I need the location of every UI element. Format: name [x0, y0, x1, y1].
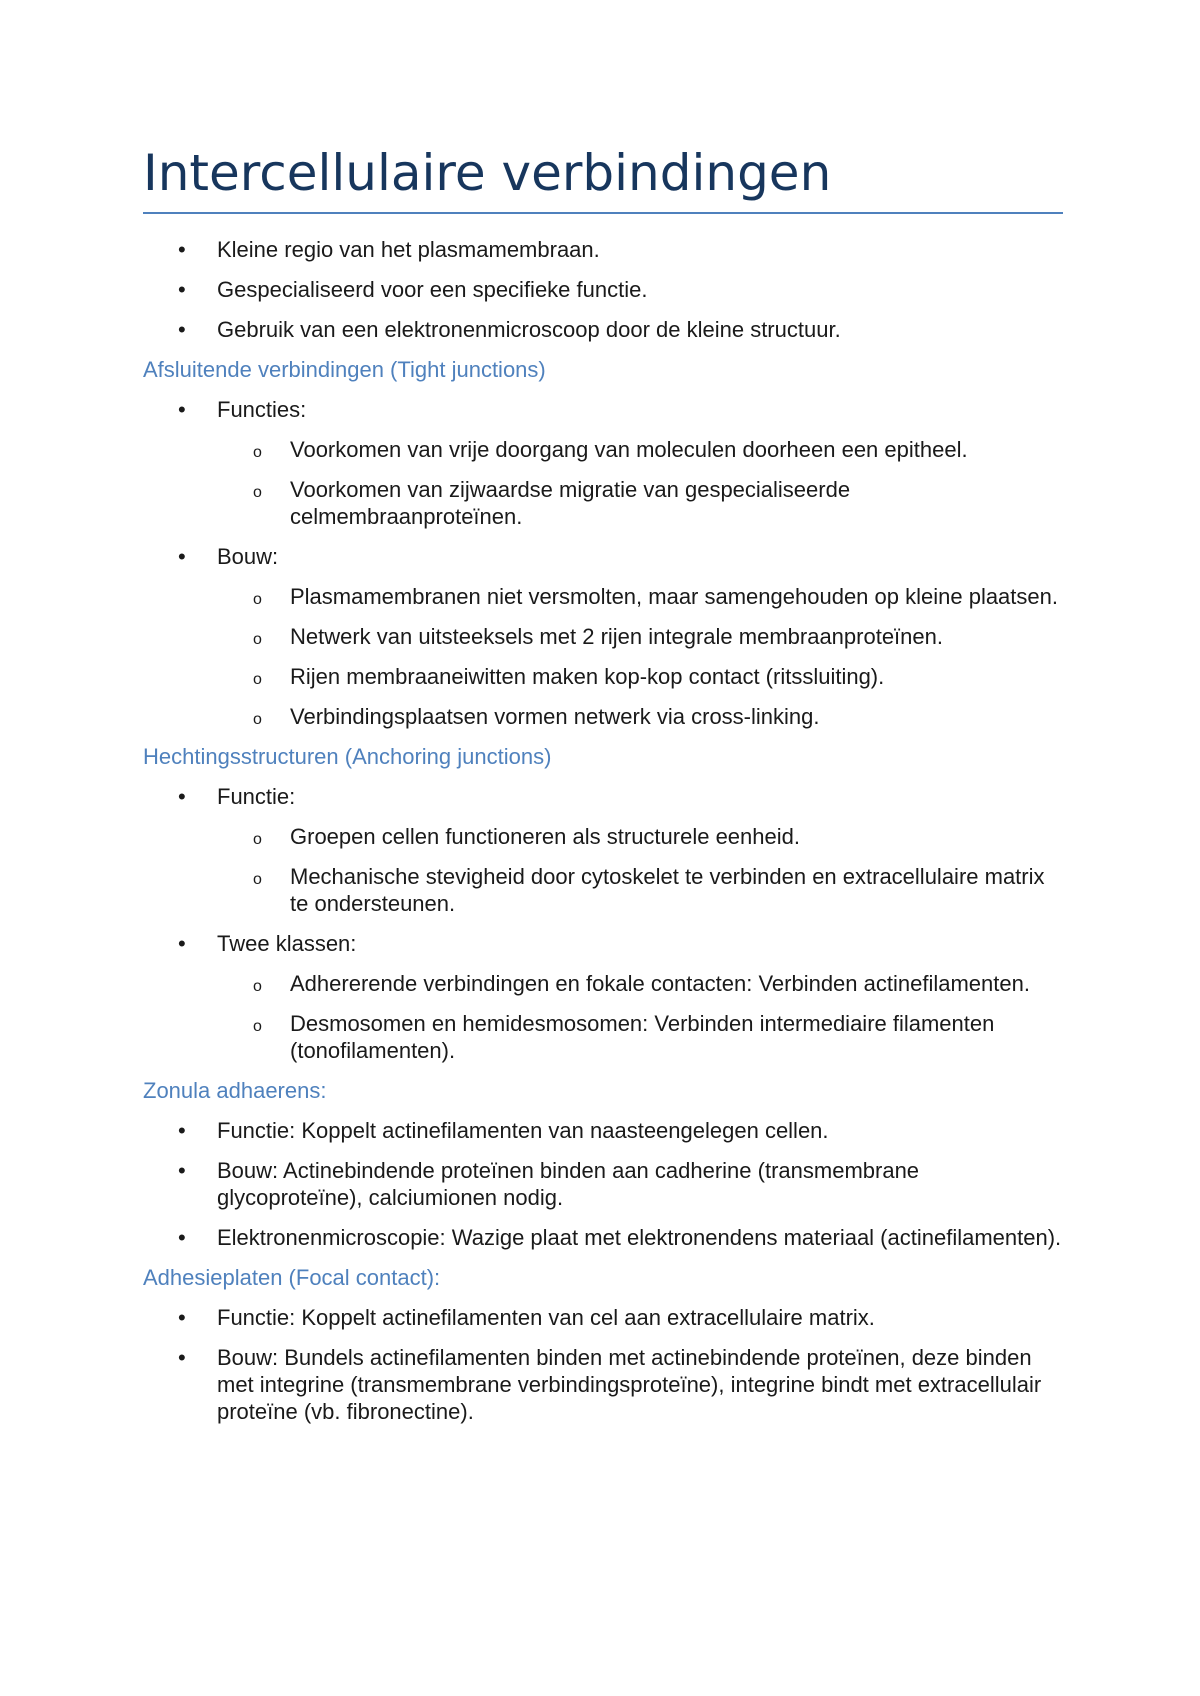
- list-item: [143, 396, 1063, 530]
- sub-list: [217, 436, 1063, 530]
- sub-list: [217, 583, 1063, 730]
- list-item: [143, 1157, 1063, 1211]
- bullet-marker: •: [178, 237, 186, 262]
- sub-bullet-marker: o: [253, 831, 262, 848]
- sub-list-item-text: Voorkomen van zijwaardse migratie van gespecialiseerde celmembraanproteïnen.: [290, 477, 851, 529]
- list-item-text: Elektronenmicroscopie: Wazige plaat met elektronendens materiaal (actinefilamenten).: [217, 1225, 1062, 1250]
- list-item-text: Functie:: [217, 784, 296, 809]
- bullet-list: [143, 1304, 1063, 1425]
- bullet-marker: •: [178, 1118, 186, 1143]
- list-item: [143, 1304, 1063, 1331]
- list-item: [143, 1344, 1063, 1425]
- list-item: [143, 236, 1063, 263]
- document-body: [143, 140, 1063, 1438]
- section-heading: Hechtingsstructuren (Anchoring junctions): [143, 744, 552, 769]
- bullet-marker: •: [178, 784, 186, 809]
- section-heading: Zonula adhaerens:: [143, 1078, 327, 1103]
- sub-bullet-marker: o: [253, 631, 262, 648]
- sub-list-item-text: Netwerk van uitsteeksels met 2 rijen integrale membraanproteïnen.: [290, 624, 943, 649]
- list-item: [143, 276, 1063, 303]
- sub-list-item-text: Groepen cellen functioneren als structurele eenheid.: [290, 824, 800, 849]
- sub-bullet-marker: o: [253, 671, 262, 688]
- list-item: [143, 316, 1063, 343]
- list-item-text: Gespecialiseerd voor een specifieke functie.: [217, 277, 648, 302]
- sub-list-item-text: Desmosomen en hemidesmosomen: Verbinden intermediaire filamenten (tonofilamenten).: [290, 1011, 995, 1063]
- sub-bullet-marker: o: [253, 591, 262, 608]
- page-title: Intercellulaire verbindingen: [143, 140, 1063, 214]
- list-item-text: Bouw: Actinebindende proteïnen binden aan cadherine (transmembrane glycoproteïne), calciumionen nodig.: [217, 1158, 920, 1210]
- sub-list-item: [217, 863, 1063, 917]
- sub-bullet-marker: o: [253, 444, 262, 461]
- bullet-marker: •: [178, 1345, 186, 1370]
- bullet-marker: •: [178, 544, 186, 569]
- sub-list: [217, 823, 1063, 917]
- intro-list: [143, 236, 1063, 343]
- bullet-list: [143, 396, 1063, 730]
- sub-bullet-marker: o: [253, 1018, 262, 1035]
- sub-list-item-text: Rijen membraaneiwitten maken kop-kop contact (ritssluiting).: [290, 664, 885, 689]
- section-heading: Afsluitende verbindingen (Tight junctions): [143, 357, 546, 382]
- sub-list-item-text: Adhererende verbindingen en fokale contacten: Verbinden actinefilamenten.: [290, 971, 1030, 996]
- list-item-text: Functies:: [217, 397, 307, 422]
- section: [143, 356, 1063, 730]
- sub-list-item-text: Mechanische stevigheid door cytoskelet te verbinden en extracellulaire matrix te ondersteunen.: [290, 864, 1045, 916]
- list-item-text: Bouw: Bundels actinefilamenten binden met actinebindende proteïnen, deze binden met integrine (transmembrane verbindingsproteïne), integrine bindt met extracellulair proteïne (vb. fibronectine).: [217, 1345, 1042, 1424]
- sub-list: [217, 970, 1063, 1064]
- sub-bullet-marker: o: [253, 484, 262, 501]
- sub-list-item-text: Plasmamembranen niet versmolten, maar samengehouden op kleine plaatsen.: [290, 584, 1058, 609]
- bullet-marker: •: [178, 1158, 186, 1183]
- bullet-marker: •: [178, 277, 186, 302]
- bullet-marker: •: [178, 397, 186, 422]
- sub-bullet-marker: o: [253, 711, 262, 728]
- sub-list-item: [217, 970, 1063, 997]
- section-heading: Adhesieplaten (Focal contact):: [143, 1265, 441, 1290]
- list-item: [143, 930, 1063, 1064]
- list-item: [143, 543, 1063, 730]
- sub-list-item: [217, 703, 1063, 730]
- sub-list-item: [217, 823, 1063, 850]
- sub-list-item: [217, 623, 1063, 650]
- bullet-marker: •: [178, 931, 186, 956]
- sub-list-item: [217, 476, 1063, 530]
- sections-container: [143, 356, 1063, 1425]
- section: [143, 1264, 1063, 1425]
- sub-list-item: [217, 663, 1063, 690]
- bullet-marker: •: [178, 1225, 186, 1250]
- bullet-marker: •: [178, 317, 186, 342]
- list-item-text: Kleine regio van het plasmamembraan.: [217, 237, 600, 262]
- sub-list-item-text: Verbindingsplaatsen vormen netwerk via cross-linking.: [290, 704, 820, 729]
- sub-list-item: [217, 1010, 1063, 1064]
- list-item: [143, 783, 1063, 917]
- list-item-text: Functie: Koppelt actinefilamenten van naasteengelegen cellen.: [217, 1118, 829, 1143]
- sub-bullet-marker: o: [253, 871, 262, 888]
- list-item: [143, 1117, 1063, 1144]
- list-item-text: Gebruik van een elektronenmicroscoop door de kleine structuur.: [217, 317, 841, 342]
- sub-list-item: [217, 436, 1063, 463]
- list-item-text: Functie: Koppelt actinefilamenten van cel aan extracellulaire matrix.: [217, 1305, 875, 1330]
- list-item-text: Twee klassen:: [217, 931, 357, 956]
- section: [143, 1077, 1063, 1251]
- sub-list-item-text: Voorkomen van vrije doorgang van moleculen doorheen een epitheel.: [290, 437, 968, 462]
- list-item: [143, 1224, 1063, 1251]
- bullet-list: [143, 783, 1063, 1064]
- section: [143, 743, 1063, 1064]
- bullet-marker: •: [178, 1305, 186, 1330]
- bullet-list: [143, 1117, 1063, 1251]
- sub-list-item: [217, 583, 1063, 610]
- list-item-text: Bouw:: [217, 544, 279, 569]
- sub-bullet-marker: o: [253, 978, 262, 995]
